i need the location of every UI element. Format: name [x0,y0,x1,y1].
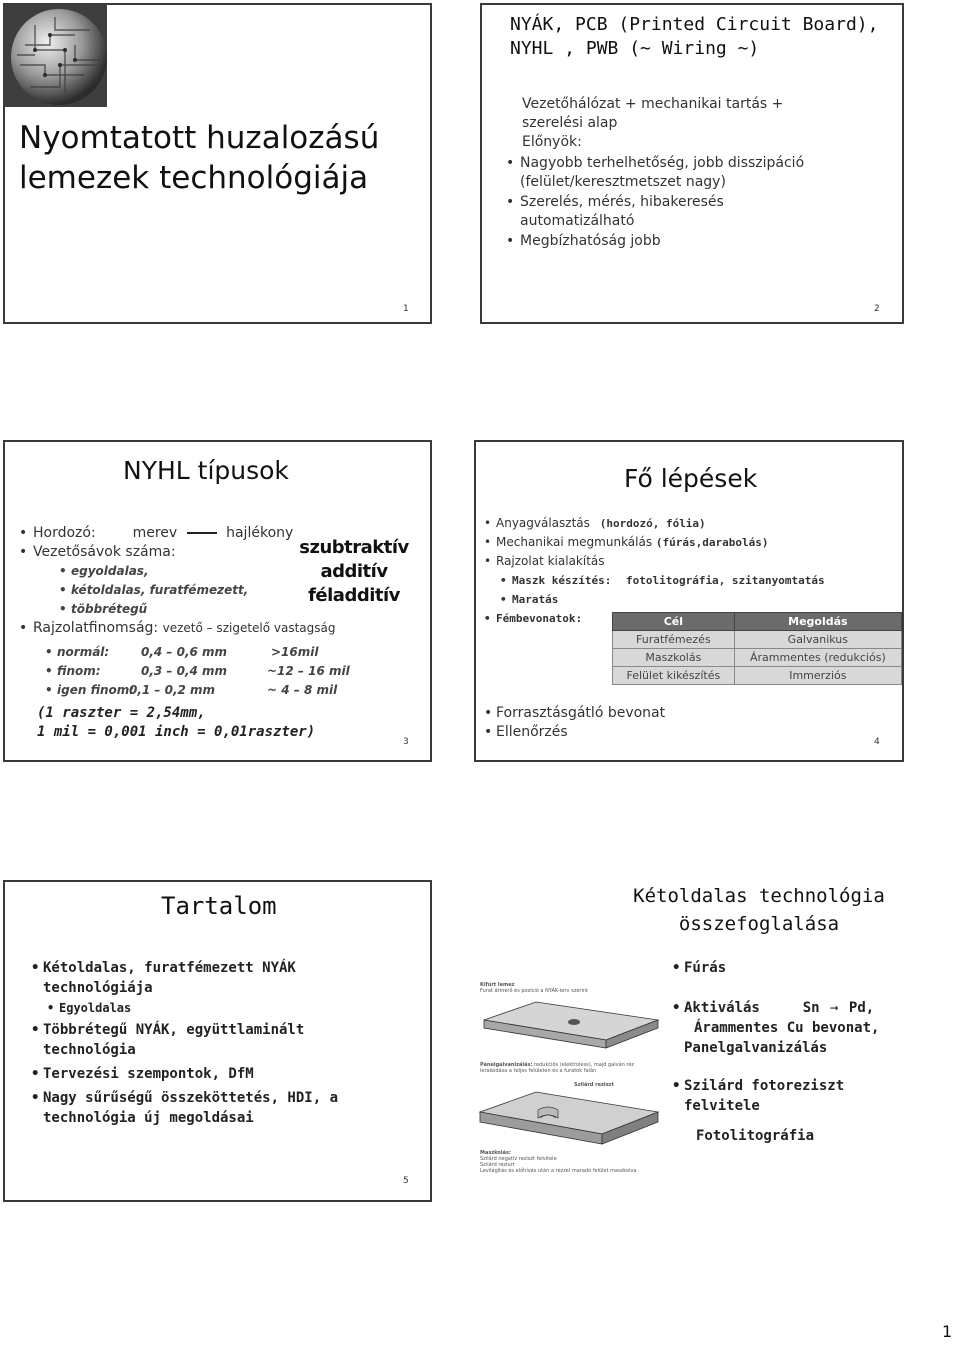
slide-6-title: Kétoldalas technológia összefoglalása [633,885,885,935]
method-additive: additív [320,561,388,582]
slide-number: 5 [403,1176,409,1186]
slide-5 [3,880,432,1202]
list-item: • Nagyobb terhelhetőség, jobb disszipáció (felület/keresztmetszet nagy) [504,154,892,192]
sub-step: • Maratás [498,590,900,609]
carrier-flexible: hajlékony [226,525,294,541]
page-number: 1 [942,1322,953,1341]
step-item: • Rajzolat kialakítás [482,552,900,571]
fineness-row: • normál: 0,4 – 0,6 mm >16mil [45,645,319,659]
arrow-right-icon: → [830,1000,839,1016]
slide-2 [480,3,904,324]
title-line-2: NYHL , PWB (~ Wiring ~) [510,38,760,59]
slide-3-body [19,524,336,638]
sub-step: • Maszk készítés: fotolitográfia, szitanyomtatás [498,571,900,590]
slide-2-title [510,13,878,61]
advantages-label: Előnyök: [522,134,582,150]
list-item: • Nagy sűrűségű összeköttetés, HDI, a technológia új megoldásai [29,1088,429,1128]
list-item: • Megbízhatóság jobb [504,232,892,251]
step-photolithography: Fotolitográfia [696,1128,815,1144]
intro-line-1: Vezetőhálózat + mechanikai tartás + [522,96,784,112]
process-diagram: Kifúrt lemez Furat átmérő és pozíció a NYÁK-terv szerint Panelgalvanizálás: redukciós (elektroless), majd galván réz lerakódása a teljes felületen és a furatok falán Szilárd reziszt Maszkolás: Szilárd negatív reziszt felvitele Szilárd reziszt Levilágítás és előhívás után a rézzel maradó felület maszkolva [474,976,664,1202]
sub-item: • Egyoldalas [45,998,429,1018]
tracks-item: • Vezetősávok száma: [17,543,319,562]
step-drilling: • Fúrás [670,958,900,978]
advantages-list [504,154,892,251]
slide-number: 2 [874,304,880,314]
slide-4-title: Fő lépések [624,464,758,493]
slide-4-body-bottom [482,704,665,742]
plated-board-drawing [478,1088,660,1148]
track-type: • kétoldalas, furatfémezett, [57,581,319,600]
step-item: • Ellenőrzés [482,723,665,742]
slide-4 [474,440,904,762]
title-line-1: NYÁK, PCB (Printed Circuit Board), [510,14,879,35]
slide-number: 1 [403,304,409,314]
intro-line-2: szerelési alap [522,115,618,131]
table-row: Maszkolás Árammentes (redukciós) [613,649,902,667]
drilled-board-drawing [482,1000,660,1052]
title-line-2: lemezek technológiája [19,160,369,196]
step-item: • Mechanikai megmunkálás (fúrás,darabolás) [482,533,900,552]
table-header: Megoldás [734,613,901,631]
slide-6-steps [670,958,900,1146]
slide-3 [3,440,432,762]
fineness-item: • Rajzolatfinomság: vezető – szigetelő vastagság [17,619,319,638]
slide-number: 4 [874,737,880,747]
list-item: • Többrétegű NYÁK, együttlaminált technológia [29,1020,429,1060]
table-row: Felület kikészítés Immerziós [613,667,902,685]
list-item: • Szerelés, mérés, hibakeresés automatizálható [504,193,892,231]
methods [299,536,409,608]
fineness-table [45,643,427,700]
table-row: Furatfémezés Galvanikus [613,631,902,649]
track-type: • többrétegű [57,600,319,619]
step-item: • Anyagválasztás (hordozó, fólia) [482,514,900,533]
carrier-rigid: merev [132,525,178,541]
title-line-1: Nyomtatott huzalozású [19,120,380,156]
step-item: • Fémbevonatok: [482,609,900,628]
slide-1 [3,3,432,324]
slide-number: 3 [403,737,409,747]
slide-2-body [522,95,892,251]
raster-note: (1 raszter = 2,54mm, 1 mil = 0,001 inch = 0,01raszter) [37,705,316,740]
method-semi-additive: féladditív [308,585,400,606]
list-item: • Kétoldalas, furatfémezett NYÁK technológiája [29,958,429,998]
step-item: • Forrasztásgátló bevonat [482,704,665,723]
step-photoresist: • Szilárd fotoreziszt felvitele [670,1076,900,1116]
method-subtractive: szubtraktív [299,537,409,558]
track-type: • egyoldalas, [57,562,319,581]
carrier-item [17,524,319,543]
fineness-row: • igen finom: 0,1 – 0,2 mm ~ 4 – 8 mil [45,683,338,697]
table-header: Cél [613,613,735,631]
slide-4-body [482,514,900,628]
slide-1-title [19,118,429,198]
dash-line [187,532,217,534]
carrier-label: Hordozó: [33,525,96,541]
step-activation: • Aktiválás Sn → Pd, Árammentes Cu bevonat, Panelgalvanizálás [670,998,900,1058]
slide-6 [474,866,904,1202]
pcb-sphere-image [5,5,107,107]
slide-3-title: NYHL típusok [123,456,289,485]
coating-table [612,612,902,685]
slide-5-title: Tartalom [161,892,277,920]
slide-5-body [29,958,429,1128]
list-item: • Tervezési szempontok, DfM [29,1064,429,1084]
fineness-row: • finom: 0,3 – 0,4 mm ~12 – 16 mil [45,664,350,678]
